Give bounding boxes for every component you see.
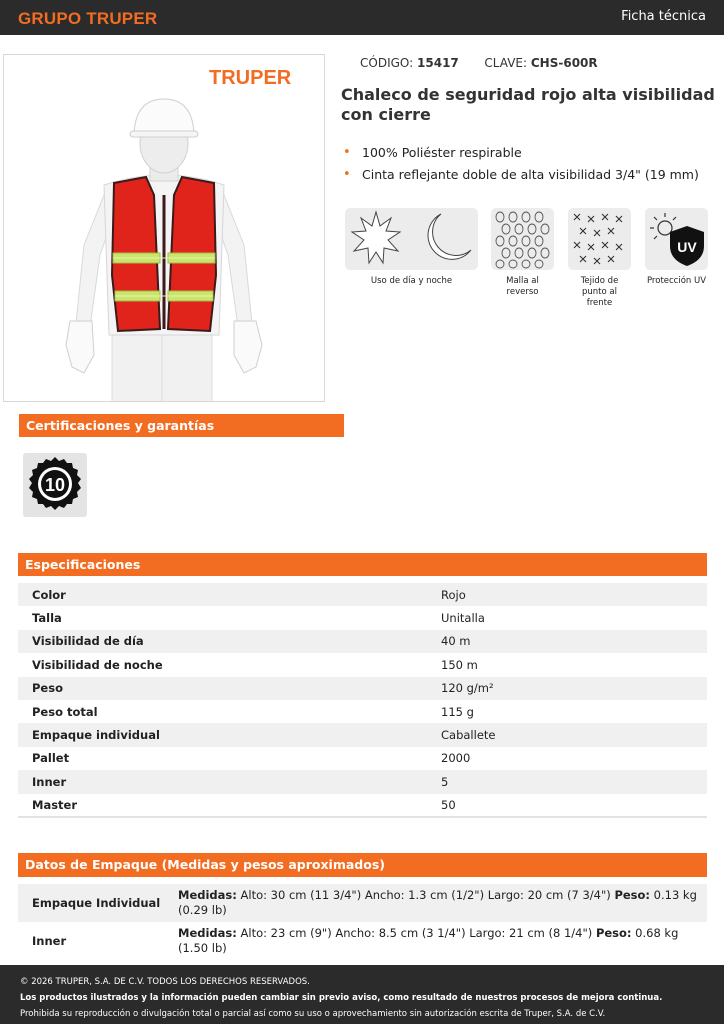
clave-value: CHS-600R xyxy=(530,56,598,70)
table-row xyxy=(18,770,707,793)
uv-shield-icon xyxy=(645,208,708,270)
table-row xyxy=(18,747,707,770)
bullet-item: • Cinta reflejante doble de alta visibilidad 3/4" (19 mm) xyxy=(343,166,699,188)
pack-key: Inner xyxy=(32,934,67,948)
codigo-value: 15417 xyxy=(417,56,459,70)
knit-icon xyxy=(568,208,631,270)
warranty-badge xyxy=(23,453,87,517)
spec-key: Peso xyxy=(32,681,63,696)
table-row xyxy=(18,700,707,723)
table-row xyxy=(18,884,707,922)
spec-key: Empaque individual xyxy=(32,728,160,743)
packaging-table xyxy=(18,884,707,960)
uv-badge-text: UV xyxy=(677,239,697,255)
table-row xyxy=(18,723,707,746)
feature-label: Protección UV xyxy=(646,276,707,286)
spec-value: Caballete xyxy=(441,728,496,743)
table-row xyxy=(18,583,707,606)
mesh-icon xyxy=(491,208,554,270)
truper-logo: TRUPER xyxy=(209,67,292,89)
spec-key: Master xyxy=(18,794,441,817)
spec-key: Visibilidad de día xyxy=(32,634,144,649)
spec-value: Unitalla xyxy=(441,611,485,626)
feature-day-night xyxy=(345,208,478,287)
pack-key: Empaque Individual xyxy=(32,896,161,910)
spec-value: Rojo xyxy=(441,587,466,602)
footer-notice: Los productos ilustrados y la información pueden cambiar sin previo aviso, como resultado de nuestros procesos de mejora continua. xyxy=(20,993,663,1003)
product-image xyxy=(3,54,325,402)
spec-value: 5 xyxy=(441,774,449,789)
table-row xyxy=(18,630,707,653)
document-type-label: Ficha técnica xyxy=(621,9,706,24)
bullet-item: • 100% Poliéster respirable xyxy=(343,144,699,166)
footer-legal: Prohibida su reproducción o divulgación total o parcial así como su uso o aprovechamiento sin autorización escrita de Truper, S.A. de C.V. xyxy=(20,1009,606,1019)
spec-key: Peso total xyxy=(32,704,98,719)
feature-label: Uso de día y noche xyxy=(370,276,453,286)
footer xyxy=(0,965,724,1024)
feature-label: Tejido de punto al frente xyxy=(580,276,619,308)
mannequin-vest-illustration xyxy=(4,55,325,402)
spec-key: Pallet xyxy=(32,751,70,766)
spec-value: 115 g xyxy=(441,704,474,719)
spec-key: Inner xyxy=(32,774,67,789)
codigo-label: CÓDIGO: xyxy=(360,56,414,70)
warranty-years: 10 xyxy=(44,475,66,495)
table-row xyxy=(18,677,707,700)
table-row xyxy=(18,922,707,960)
pack-value: Medidas: Alto: 23 cm (9") Ancho: 8.5 cm (3 1/4") Largo: 21 cm (8 1/4") Peso: 0.68 kg (1.50 lb) xyxy=(178,926,679,955)
feature-label: Malla al reverso xyxy=(506,276,539,297)
specs-header: Especificaciones xyxy=(18,553,707,576)
warranty-seal-icon xyxy=(29,457,81,510)
pack-value: Medidas: Alto: 30 cm (11 3/4") Ancho: 1.3 cm (1/2") Largo: 20 cm (7 3/4") Peso: 0.13 kg (0.29 lb) xyxy=(178,888,697,917)
spec-key: Talla xyxy=(32,611,62,626)
spec-value: 2000 xyxy=(441,751,471,766)
spec-value: 40 m xyxy=(441,634,471,649)
feature-knit xyxy=(568,208,631,309)
sun-moon-icon xyxy=(345,208,478,270)
feature-uv xyxy=(645,208,708,287)
table-row xyxy=(18,606,707,629)
feature-mesh xyxy=(491,208,554,298)
specs-table xyxy=(18,583,707,818)
spec-key: Color xyxy=(32,587,66,602)
table-row xyxy=(18,794,707,817)
spec-key: Visibilidad de noche xyxy=(32,657,163,672)
table-row xyxy=(18,653,707,676)
spec-value: 150 m xyxy=(441,657,478,672)
clave-label: CLAVE: xyxy=(484,56,528,70)
brand-logo: GRUPO TRUPER xyxy=(18,9,158,28)
top-bar xyxy=(0,0,724,35)
feature-bullets xyxy=(343,144,699,188)
footer-copyright: © 2026 TRUPER, S.A. DE C.V. TODOS LOS DERECHOS RESERVADOS. xyxy=(20,977,310,987)
spec-value: 50 xyxy=(441,794,707,817)
packaging-header: Datos de Empaque (Medidas y pesos aproximados) xyxy=(18,853,707,877)
product-codes xyxy=(360,56,598,70)
spec-value: 120 g/m² xyxy=(441,681,494,696)
certifications-header: Certificaciones y garantías xyxy=(19,414,344,437)
product-title: Chaleco de seguridad rojo alta visibilidad con cierre xyxy=(341,85,715,124)
